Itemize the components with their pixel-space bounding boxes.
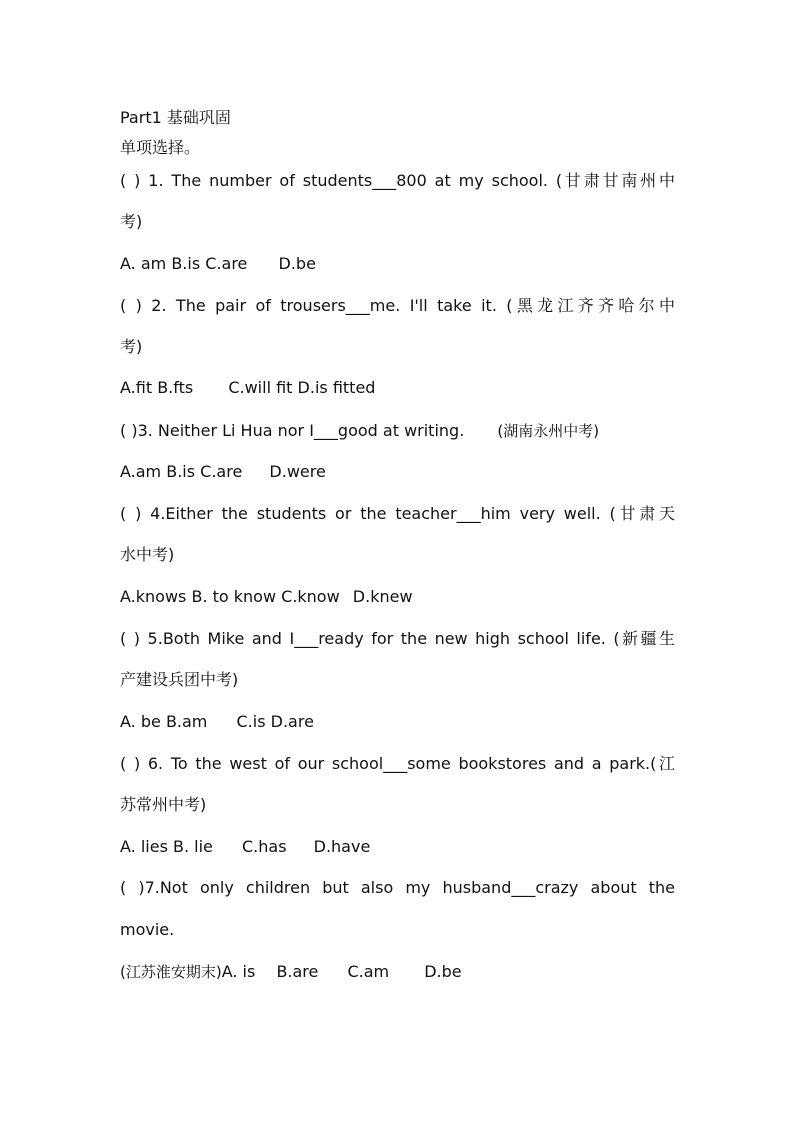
option-d: D.knew xyxy=(352,587,413,606)
question-6-text-cont: 苏常州中考) xyxy=(120,795,207,814)
question-2-options xyxy=(120,378,375,398)
option-a: A. lies xyxy=(120,837,168,856)
option-d: D.be xyxy=(424,962,462,981)
option-b: B.am xyxy=(165,712,208,731)
question-6-options xyxy=(120,837,370,857)
option-d: D.were xyxy=(269,462,326,481)
option-b: B.is xyxy=(171,254,201,273)
option-c: C.know xyxy=(281,587,340,606)
question-4-text: ( ) 4.Either the students or the teacher___him very well. (甘肃天 xyxy=(120,504,675,523)
option-b: B.fts xyxy=(157,378,194,397)
question-7-options xyxy=(120,962,462,982)
question-3-stem: ( )3. Neither Li Hua nor I___good at writing. xyxy=(120,421,465,440)
option-d: D.have xyxy=(313,837,371,856)
question-4-text-cont: 水中考) xyxy=(120,545,175,564)
question-6-text: ( ) 6. To the west of our school___some bookstores and a park.(江 xyxy=(120,754,675,773)
question-1-text: ( ) 1. The number of students___800 at my school. (甘肃甘南州中 xyxy=(120,171,675,190)
question-3-options xyxy=(120,462,326,482)
option-c: C.are xyxy=(205,254,248,273)
option-a: A.fit xyxy=(120,378,153,397)
option-b: B.is xyxy=(166,462,196,481)
part-heading: Part1 基础巩固 xyxy=(120,108,231,127)
option-c: C.is xyxy=(236,712,266,731)
question-5-text: ( ) 5.Both Mike and I___ready for the new high school life. (新疆生 xyxy=(120,629,675,648)
section-title: 单项选择。 xyxy=(120,138,201,157)
question-7-text-cont: movie. xyxy=(120,920,175,939)
option-b: B.are xyxy=(276,962,319,981)
option-b: B. lie xyxy=(173,837,213,856)
option-d: D.be xyxy=(278,254,316,273)
question-5-options xyxy=(120,712,314,732)
option-a: A.knows xyxy=(120,587,187,606)
question-1-text-cont: 考) xyxy=(120,212,143,231)
question-1-options xyxy=(120,254,316,274)
question-4-options xyxy=(120,587,413,607)
question-7-source: (江苏淮安期末) xyxy=(120,963,222,981)
option-a: A. be xyxy=(120,712,161,731)
question-3-text xyxy=(120,421,599,441)
option-c: C.has xyxy=(241,837,287,856)
question-2-text-cont: 考) xyxy=(120,337,143,356)
question-5-text-cont: 产建设兵团中考) xyxy=(120,670,239,689)
question-7-text: ( )7.Not only children but also my husband___crazy about the xyxy=(120,878,675,897)
option-c: C.are xyxy=(200,462,243,481)
question-3-source: (湖南永州中考) xyxy=(497,422,600,440)
option-a: A. am xyxy=(120,254,167,273)
option-c: C.will fit xyxy=(228,378,293,397)
option-b: B. to know xyxy=(191,587,277,606)
option-a: A. is xyxy=(221,962,256,981)
question-2-text: ( ) 2. The pair of trousers___me. I'll take it. (黑龙江齐齐哈尔中 xyxy=(120,296,675,315)
option-d: D.are xyxy=(270,712,314,731)
option-d: D.is fitted xyxy=(297,378,376,397)
option-a: A.am xyxy=(120,462,162,481)
option-c: C.am xyxy=(347,962,390,981)
